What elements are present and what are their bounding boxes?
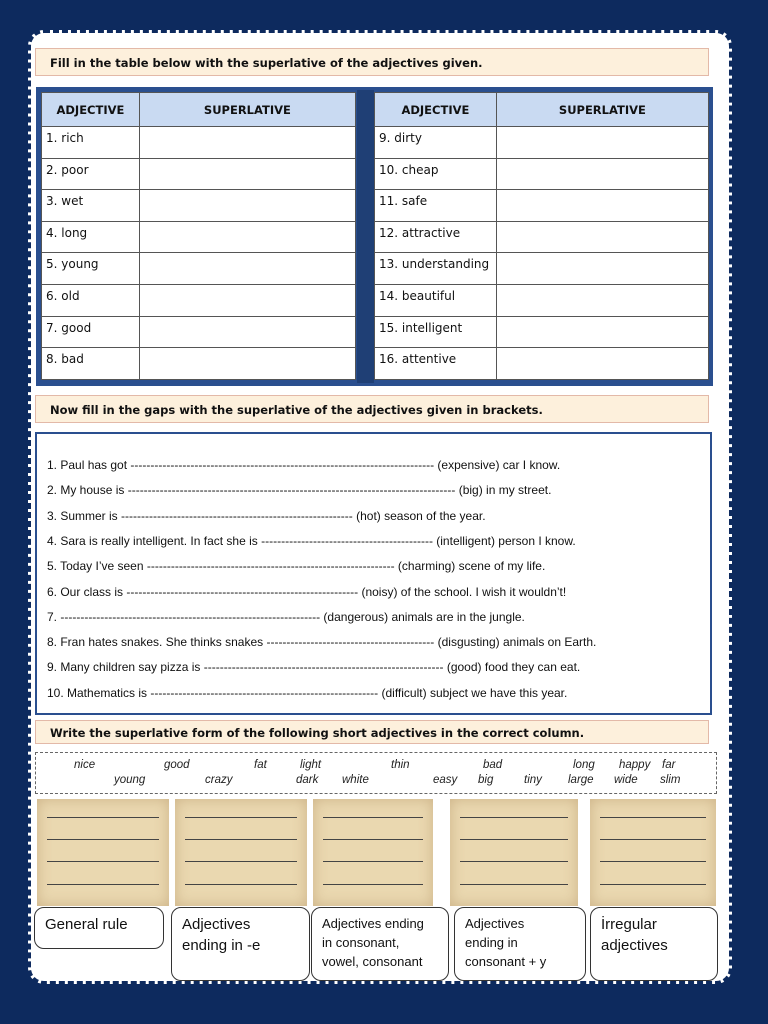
answer-line[interactable] xyxy=(323,861,423,862)
superlative-answer-cell[interactable] xyxy=(139,158,355,190)
superlative-answer-cell[interactable] xyxy=(139,127,355,159)
table-row xyxy=(42,190,356,222)
superlative-answer-cell[interactable] xyxy=(139,221,355,253)
superlative-table xyxy=(36,87,713,386)
word-bank-item: tiny xyxy=(524,774,542,786)
superlative-answer-cell[interactable] xyxy=(496,127,708,159)
word-bank-item: wide xyxy=(614,774,638,786)
answer-line[interactable] xyxy=(600,817,706,818)
category-label-line: Adjectives xyxy=(182,916,251,933)
word-bank-item: large xyxy=(568,774,594,786)
gap-sentence[interactable]: 2. My house is ---------------------------------------------------------------------------------- (big) in my street. xyxy=(47,483,552,498)
adjective-cell: 9. dirty xyxy=(375,127,497,159)
category-label-line: adjectives xyxy=(601,937,668,954)
word-bank-item: thin xyxy=(391,759,410,771)
superlative-answer-cell[interactable] xyxy=(496,253,708,285)
answer-line[interactable] xyxy=(460,839,568,840)
adjective-cell: 3. wet xyxy=(42,190,140,222)
header-adjective: ADJECTIVE xyxy=(42,93,140,127)
answer-line[interactable] xyxy=(47,817,159,818)
superlative-answer-cell[interactable] xyxy=(139,253,355,285)
category-label xyxy=(454,907,586,981)
answer-line[interactable] xyxy=(185,861,297,862)
adjective-cell: 15. intelligent xyxy=(375,316,497,348)
header-adjective: ADJECTIVE xyxy=(375,93,497,127)
answer-line[interactable] xyxy=(460,884,568,885)
category-label xyxy=(311,907,449,981)
category-label xyxy=(171,907,310,981)
word-bank-item: light xyxy=(300,759,322,771)
table-divider xyxy=(357,90,374,383)
word-bank-item: fat xyxy=(254,759,267,771)
answer-column[interactable] xyxy=(450,799,578,906)
category-label-line: consonant + y xyxy=(465,954,547,969)
adjective-cell: 7. good xyxy=(42,316,140,348)
word-bank-item: nice xyxy=(74,759,96,771)
word-bank-item: long xyxy=(573,759,595,771)
instruction-gaps: Now fill in the gaps with the superlative of the adjectives given in brackets. xyxy=(35,395,709,423)
word-bank-item: white xyxy=(342,774,369,786)
table-row xyxy=(42,316,356,348)
answer-line[interactable] xyxy=(323,884,423,885)
table-right xyxy=(374,92,709,380)
table-row xyxy=(375,127,709,159)
word-bank-item: far xyxy=(662,759,676,771)
answer-line[interactable] xyxy=(460,817,568,818)
word-bank-item: slim xyxy=(660,774,681,786)
adjective-cell: 14. beautiful xyxy=(375,284,497,316)
table-row xyxy=(375,348,709,380)
superlative-answer-cell[interactable] xyxy=(496,190,708,222)
gap-sentence[interactable]: 3. Summer is ---------------------------------------------------------- (hot) season of the year. xyxy=(47,508,486,523)
gap-sentence[interactable]: 5. Today I’ve seen -------------------------------------------------------------- (charming) scene of my life. xyxy=(47,559,546,574)
table-row xyxy=(375,316,709,348)
superlative-answer-cell[interactable] xyxy=(139,190,355,222)
word-bank-item: young xyxy=(114,774,146,786)
table-row xyxy=(375,284,709,316)
answer-line[interactable] xyxy=(600,884,706,885)
gap-sentence[interactable]: 8. Fran hates snakes. She thinks snakes ------------------------------------------ (disgusting) animals on Earth. xyxy=(47,635,597,650)
answer-line[interactable] xyxy=(460,861,568,862)
table-row xyxy=(375,253,709,285)
answer-line[interactable] xyxy=(185,839,297,840)
word-bank-item: dark xyxy=(296,774,319,786)
adjective-cell: 1. rich xyxy=(42,127,140,159)
superlative-answer-cell[interactable] xyxy=(496,316,708,348)
gap-sentence[interactable]: 9. Many children say pizza is ------------------------------------------------------------ (good) food they can eat. xyxy=(47,660,581,675)
table-row xyxy=(42,221,356,253)
category-label-line: ending in -e xyxy=(182,937,261,954)
answer-column[interactable] xyxy=(590,799,716,906)
adjective-cell: 6. old xyxy=(42,284,140,316)
adjective-cell: 5. young xyxy=(42,253,140,285)
word-bank-item: crazy xyxy=(205,774,233,786)
answer-line[interactable] xyxy=(323,817,423,818)
table-left xyxy=(41,92,356,380)
word-bank-item: big xyxy=(478,774,494,786)
word-bank-item: bad xyxy=(483,759,503,771)
answer-column[interactable] xyxy=(175,799,307,906)
answer-line[interactable] xyxy=(47,839,159,840)
adjective-cell: 2. poor xyxy=(42,158,140,190)
category-label-line: Adjectives xyxy=(465,916,525,931)
category-label-line: General rule xyxy=(45,916,128,933)
table-row xyxy=(42,127,356,159)
answer-line[interactable] xyxy=(47,861,159,862)
adjective-cell: 4. long xyxy=(42,221,140,253)
word-bank-item: good xyxy=(164,759,190,771)
gap-sentences xyxy=(35,432,712,715)
category-label-line: in consonant, xyxy=(322,935,400,950)
adjective-cell: 16. attentive xyxy=(375,348,497,380)
category-label xyxy=(590,907,718,981)
superlative-answer-cell[interactable] xyxy=(139,316,355,348)
answer-line[interactable] xyxy=(185,884,297,885)
answer-line[interactable] xyxy=(185,817,297,818)
table-row xyxy=(42,158,356,190)
category-label-line: Adjectives ending xyxy=(322,916,424,931)
gap-sentence[interactable]: 7. ----------------------------------------------------------------- (dangerous) animals are in the jungle. xyxy=(47,609,525,624)
table-row xyxy=(42,348,356,380)
instruction-table: Fill in the table below with the superlative of the adjectives given. xyxy=(35,48,709,76)
gap-sentence[interactable]: 6. Our class is ---------------------------------------------------------- (noisy) of the school. I wish it wouldn’t! xyxy=(47,584,567,599)
category-label-line: İrregular xyxy=(601,916,657,933)
category-label xyxy=(34,907,164,949)
table-row xyxy=(42,284,356,316)
instruction-columns: Write the superlative form of the following short adjectives in the correct column. xyxy=(35,720,709,744)
superlative-answer-cell[interactable] xyxy=(496,348,708,380)
adjective-cell: 10. cheap xyxy=(375,158,497,190)
superlative-answer-cell[interactable] xyxy=(139,348,355,380)
answer-line[interactable] xyxy=(600,861,706,862)
superlative-answer-cell[interactable] xyxy=(139,284,355,316)
gap-sentence[interactable]: 10. Mathematics is --------------------------------------------------------- (difficult) subject we have this year. xyxy=(47,685,568,700)
table-row xyxy=(375,221,709,253)
answer-column[interactable] xyxy=(313,799,433,906)
superlative-answer-cell[interactable] xyxy=(496,284,708,316)
answer-column[interactable] xyxy=(37,799,169,906)
table-row xyxy=(42,253,356,285)
superlative-answer-cell[interactable] xyxy=(496,158,708,190)
superlative-answer-cell[interactable] xyxy=(496,221,708,253)
adjective-cell: 13. understanding xyxy=(375,253,497,285)
gap-sentence[interactable]: 1. Paul has got ---------------------------------------------------------------------------- (expensive) car I know. xyxy=(47,458,561,472)
adjective-cell: 11. safe xyxy=(375,190,497,222)
header-superlative: SUPERLATIVE xyxy=(496,93,708,127)
category-label-line: vowel, consonant xyxy=(322,954,423,969)
answer-line[interactable] xyxy=(600,839,706,840)
answer-line[interactable] xyxy=(47,884,159,885)
word-bank xyxy=(35,752,717,794)
word-bank-item: easy xyxy=(433,774,458,786)
answer-line[interactable] xyxy=(323,839,423,840)
gap-sentence[interactable]: 4. Sara is really intelligent. In fact she is ------------------------------------------- (intelligent) person I know. xyxy=(47,533,576,548)
table-row xyxy=(375,190,709,222)
table-row xyxy=(375,158,709,190)
adjective-cell: 12. attractive xyxy=(375,221,497,253)
category-label-line: ending in xyxy=(465,935,518,950)
word-bank-item: happy xyxy=(619,759,651,771)
adjective-cell: 8. bad xyxy=(42,348,140,380)
header-superlative: SUPERLATIVE xyxy=(139,93,355,127)
